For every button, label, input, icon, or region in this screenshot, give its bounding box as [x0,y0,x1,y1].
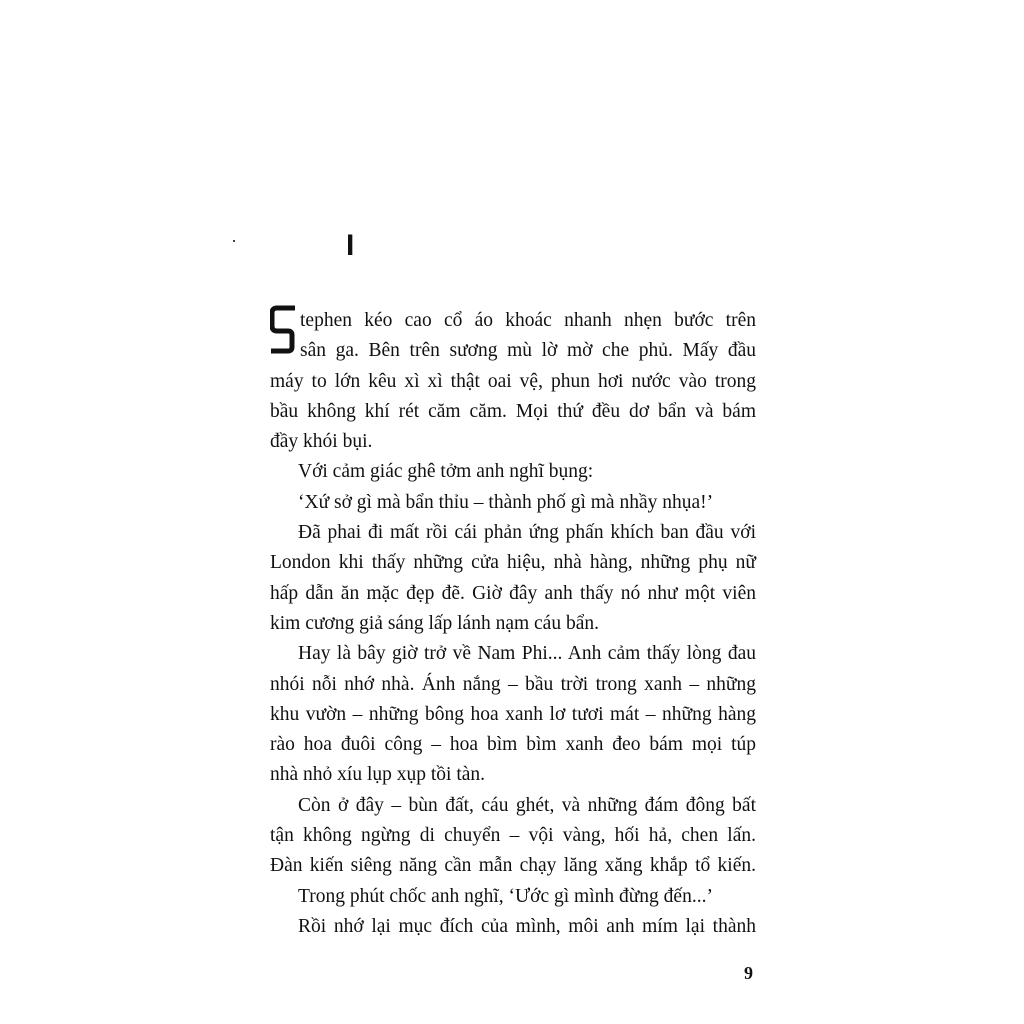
text-line: Còn ở đây – bùn đất, cáu ghét, và những đám đông bất [298,794,756,816]
text-line: Hay là bây giờ trở về Nam Phi... Anh cảm thấy lòng đau [298,643,756,665]
body-text [270,306,756,942]
text-line: kim cương giả sáng lấp lánh nạm cáu bẩn. [270,612,599,634]
text-line: tephen kéo cao cổ áo khoác nhanh nhẹn bước trên [300,310,756,331]
text-line: ‘Xứ sở gì mà bẩn thỉu – thành phố gì mà nhầy nhụa!’ [298,491,714,513]
text-line: Đã phai đi mất rồi cái phản ứng phấn khích ban đầu với [298,522,756,544]
page-number: 9 [744,963,753,983]
text-line: nhà nhỏ xíu lụp xụp tồi tàn. [270,764,486,786]
chapter-number: I [346,229,355,262]
text-line: tận không ngừng di chuyển – vội vàng, hối hả, chen lấn. [270,825,756,847]
text-line: rào hoa đuôi công – hoa bìm bìm xanh đeo bám mọi túp [270,734,756,756]
text-line: Trong phút chốc anh nghĩ, ‘Ước gì mình đừng đến...’ [298,885,713,907]
text-line: bầu không khí rét căm căm. Mọi thứ đều dơ bẩn và bám [270,400,756,422]
text-line: Với cảm giác ghê tởm anh nghĩ bụng: [298,461,594,483]
text-line: nhói nỗi nhớ nhà. Ánh nắng – bầu trời trong xanh – những [270,673,756,695]
text-line: sân ga. Bên trên sương mù lờ mờ che phủ. Mấy đầu [300,340,756,362]
text-line: Đàn kiến siêng năng cần mẫn chạy lăng xăng khắp tổ kiến. [270,855,756,877]
scan-speck [233,240,235,242]
text-line: máy to lớn kêu xì xì thật oai vệ, phun hơi nước vào trong [270,370,756,392]
text-line: Rồi nhớ lại mục đích của mình, môi anh mím lại thành [298,915,756,937]
text-line: khu vườn – những bông hoa xanh lơ tươi mát – những hàng [270,703,756,725]
text-line: đầy khói bụi. [270,431,373,453]
text-line: London khi thấy những cửa hiệu, nhà hàng, những phụ nữ [270,552,756,574]
text-line: hấp dẫn ăn mặc đẹp đẽ. Giờ đây anh thấy nó như một viên [270,582,756,604]
